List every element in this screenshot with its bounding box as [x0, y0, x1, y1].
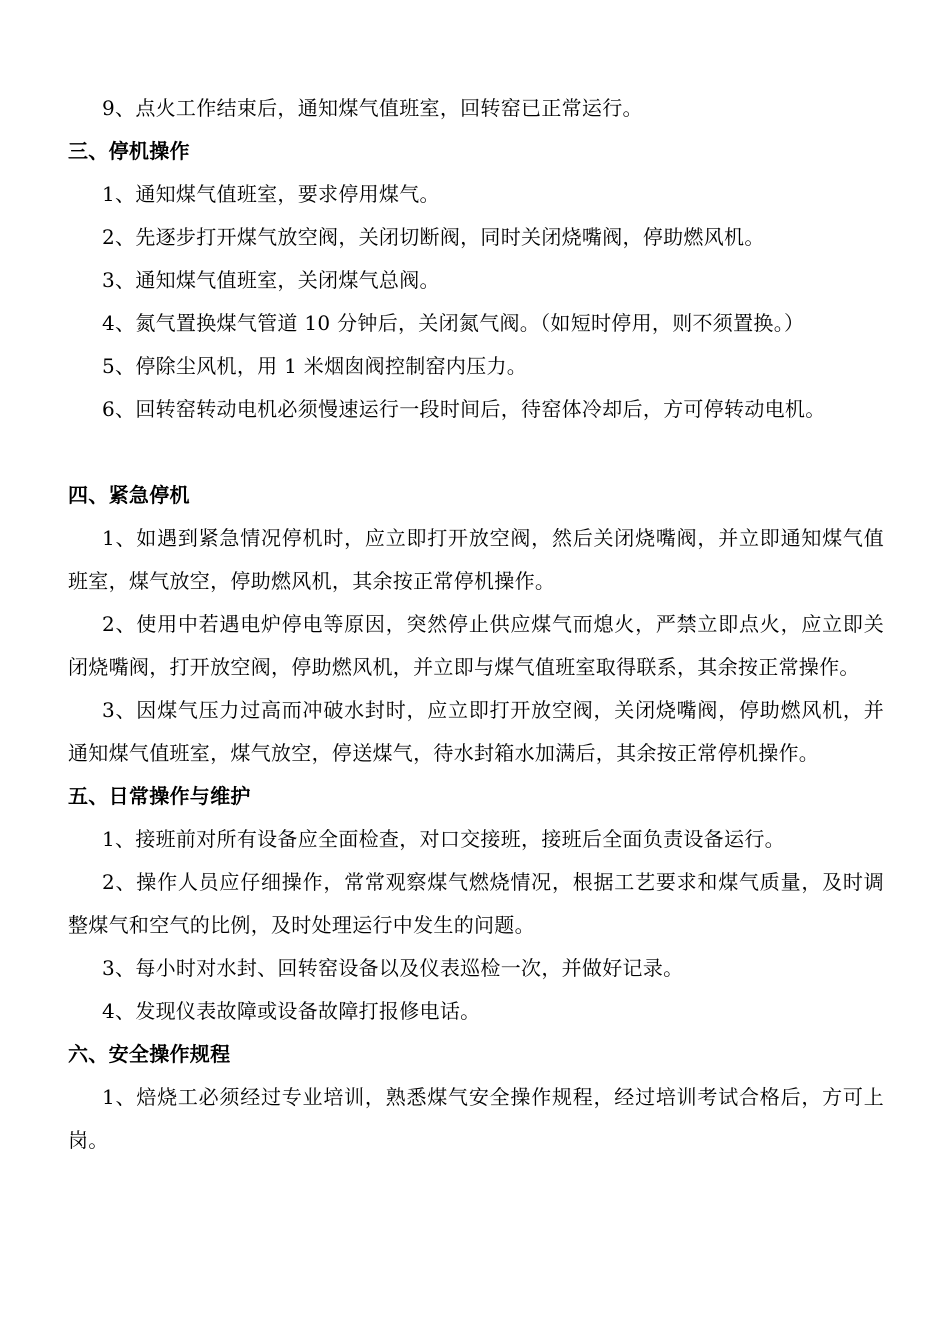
document-page — [68, 87, 884, 1162]
list-item: 1、通知煤气值班室，要求停用煤气。 — [102, 182, 440, 206]
list-item: 2、先逐步打开煤气放空阀，关闭切断阀，同时关闭烧嘴阀，停助燃风机。 — [102, 225, 765, 249]
list-item: 6、回转窑转动电机必须慢速运行一段时间后，待窑体冷却后，方可停转动电机。 — [102, 397, 826, 421]
list-item: 4、氮气置换煤气管道 10 分钟后，关闭氮气阀。（如短时停用，则不须置换。） — [102, 311, 805, 335]
section-heading-safety-rules: 六、安全操作规程 — [68, 1042, 231, 1066]
section-heading-shutdown: 三、停机操作 — [68, 139, 190, 163]
list-item: 3、每小时对水封、回转窑设备以及仪表巡检一次，并做好记录。 — [102, 956, 684, 980]
list-item: 9、点火工作结束后，通知煤气值班室，回转窑已正常运行。 — [102, 96, 643, 120]
list-item: 3、因煤气压力过高而冲破水封时，应立即打开放空阀，关闭烧嘴阀，停助燃风机，并通知煤气值班室，煤气放空，停送煤气，待水封箱水加满后，其余按正常停机操作。 — [68, 698, 884, 765]
section-heading-emergency-stop: 四、紧急停机 — [68, 483, 190, 507]
section-heading-daily-operation: 五、日常操作与维护 — [68, 784, 251, 808]
blank-line — [68, 431, 884, 474]
list-item: 4、发现仪表故障或设备故障打报修电话。 — [102, 999, 481, 1023]
list-item: 1、如遇到紧急情况停机时，应立即打开放空阀，然后关闭烧嘴阀，并立即通知煤气值班室，煤气放空，停助燃风机，其余按正常停机操作。 — [68, 526, 884, 593]
list-item: 1、接班前对所有设备应全面检查，对口交接班，接班后全面负责设备运行。 — [102, 827, 785, 851]
list-item: 1、焙烧工必须经过专业培训，熟悉煤气安全操作规程，经过培训考试合格后，方可上岗。 — [68, 1085, 884, 1152]
list-item: 2、使用中若遇电炉停电等原因，突然停止供应煤气而熄火，严禁立即点火，应立即关闭烧嘴阀，打开放空阀，停助燃风机，并立即与煤气值班室取得联系，其余按正常操作。 — [68, 612, 884, 679]
list-item: 5、停除尘风机，用 1 米烟囱阀控制窑内压力。 — [102, 354, 528, 378]
list-item: 2、操作人员应仔细操作，常常观察煤气燃烧情况，根据工艺要求和煤气质量，及时调整煤气和空气的比例，及时处理运行中发生的问题。 — [68, 870, 884, 937]
list-item: 3、通知煤气值班室，关闭煤气总阀。 — [102, 268, 440, 292]
